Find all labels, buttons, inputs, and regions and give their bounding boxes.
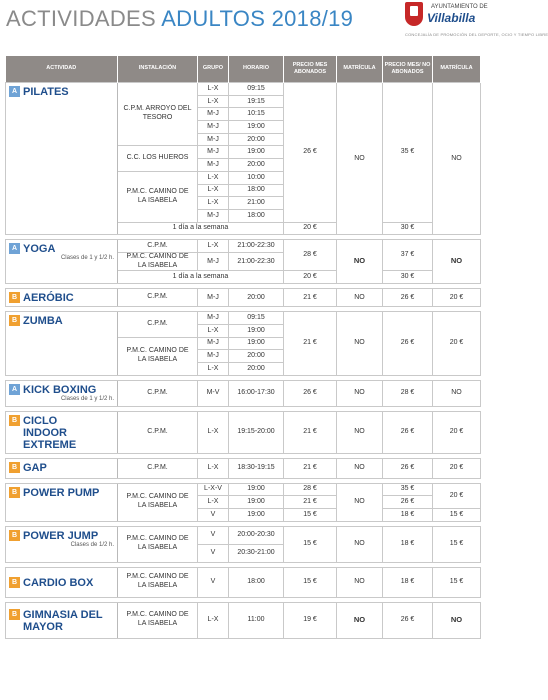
group-cell: L-X — [198, 171, 229, 184]
activity-cell — [6, 458, 118, 478]
level-badge: A — [9, 86, 20, 97]
activity-name: KICK BOXING — [23, 383, 97, 396]
group-cell: L-X-V — [198, 483, 229, 496]
col-precio-abonados: PRECIO MES ABONADOS — [284, 56, 337, 83]
enrollment-2-cell: 20 € — [433, 483, 481, 508]
activity-cell — [6, 83, 118, 235]
price-nonmembers-cell: 37 € — [383, 240, 433, 271]
level-badge: B — [9, 577, 20, 588]
price-nonmembers-cell: 18 € — [383, 508, 433, 521]
activity-note: Clases de 1 y 1/2 h. — [60, 395, 114, 402]
price-members-cell: 15 € — [284, 508, 337, 521]
weekly-option-cell: 1 día a la semana — [118, 271, 284, 284]
price-nonmembers-cell: 30 € — [383, 271, 433, 284]
price-nonmembers-cell: 30 € — [383, 222, 433, 235]
group-cell: M-J — [198, 337, 229, 350]
activity-cell — [6, 289, 118, 307]
schedule-cell: 20:00 — [229, 289, 284, 307]
activity-name: GIMNASIA DEL MAYOR — [23, 608, 103, 633]
schedule-cell: 19:00 — [229, 496, 284, 509]
enrollment-2-cell: 20 € — [433, 458, 481, 478]
group-cell: L-X — [198, 240, 229, 253]
table-row — [6, 83, 481, 96]
enrollment-cell: NO — [337, 83, 383, 235]
schedule-cell: 18:00 — [229, 184, 284, 197]
col-matricula: MATRÍCULA — [337, 56, 383, 83]
schedule-cell: 18:00 — [229, 209, 284, 222]
page-title — [6, 6, 353, 32]
level-badge: B — [9, 415, 20, 426]
installation-cell: P.M.C. CAMINO DE LA ISABELA — [118, 337, 198, 375]
weekly-option-cell: 1 día a la semana — [118, 222, 284, 235]
table-row — [6, 240, 481, 253]
enrollment-2-cell: NO — [433, 380, 481, 406]
schedule-cell: 21:00 — [229, 197, 284, 210]
level-badge: B — [9, 462, 20, 473]
schedule-cell: 10:00 — [229, 171, 284, 184]
table-row — [6, 526, 481, 544]
table-row — [6, 483, 481, 496]
enrollment-2-cell: NO — [433, 602, 481, 638]
enrollment-2-cell: 15 € — [433, 567, 481, 597]
title-main: ADULTOS 2018/19 — [161, 6, 354, 31]
enrollment-cell: NO — [337, 289, 383, 307]
enrollment-2-cell: 15 € — [433, 508, 481, 521]
activity-name: ZUMBA — [23, 315, 63, 328]
price-members-cell: 20 € — [284, 271, 337, 284]
price-members-cell: 21 € — [284, 411, 337, 453]
enrollment-2-cell: 20 € — [433, 289, 481, 307]
schedule-cell: 18:30-19:15 — [229, 458, 284, 478]
level-badge: A — [9, 384, 20, 395]
price-members-cell: 28 € — [284, 240, 337, 271]
group-cell: M-J — [198, 209, 229, 222]
col-grupo: GRUPO — [198, 56, 229, 83]
group-cell: M-J — [198, 159, 229, 172]
activity-name: POWER JUMP — [23, 529, 99, 542]
group-cell: M-J — [198, 133, 229, 146]
enrollment-2-cell: NO — [433, 240, 481, 284]
enrollment-2-cell: 20 € — [433, 411, 481, 453]
schedule-cell: 18:00 — [229, 567, 284, 597]
group-cell: L-X — [198, 496, 229, 509]
enrollment-cell: NO — [337, 411, 383, 453]
activities-table — [5, 56, 481, 639]
schedule-cell: 21:00-22:30 — [229, 252, 284, 271]
level-badge: A — [9, 243, 20, 254]
enrollment-2-cell: 15 € — [433, 526, 481, 562]
group-cell: M-J — [198, 312, 229, 325]
group-cell: L-X — [198, 458, 229, 478]
table-header-row — [6, 56, 481, 83]
schedule-cell: 20:00 — [229, 350, 284, 363]
enrollment-cell: NO — [337, 380, 383, 406]
activity-name: GAP — [23, 461, 47, 474]
col-horario: HORARIO — [229, 56, 284, 83]
level-badge: B — [9, 530, 20, 541]
logo-line2: Villabilla — [427, 11, 476, 25]
table-row — [6, 380, 481, 406]
col-instalacion: INSTALACIÓN — [118, 56, 198, 83]
price-nonmembers-cell: 26 € — [383, 602, 433, 638]
level-badge: B — [9, 609, 20, 620]
price-nonmembers-cell: 28 € — [383, 380, 433, 406]
activity-name: POWER PUMP — [23, 486, 100, 499]
installation-cell: P.M.C. CAMINO DE LA ISABELA — [118, 171, 198, 222]
group-cell: V — [198, 508, 229, 521]
group-cell: V — [198, 526, 229, 544]
enrollment-cell: NO — [337, 483, 383, 521]
price-members-cell: 15 € — [284, 567, 337, 597]
group-cell: L-X — [198, 184, 229, 197]
group-cell: V — [198, 567, 229, 597]
schedule-cell: 11:00 — [229, 602, 284, 638]
group-cell: L-X — [198, 411, 229, 453]
price-nonmembers-cell: 18 € — [383, 567, 433, 597]
price-members-cell: 20 € — [284, 222, 337, 235]
level-badge: B — [9, 315, 20, 326]
activity-name: AERÓBIC — [23, 292, 74, 305]
installation-cell: P.M.C. CAMINO DE LA ISABELA — [118, 567, 198, 597]
installation-cell: C.P.M. — [118, 411, 198, 453]
price-nonmembers-cell: 18 € — [383, 526, 433, 562]
price-members-cell: 21 € — [284, 458, 337, 478]
col-matricula-2: MATRÍCULA — [433, 56, 481, 83]
group-cell: L-X — [198, 197, 229, 210]
group-cell: M-V — [198, 380, 229, 406]
group-cell: M-J — [198, 146, 229, 159]
price-nonmembers-cell: 26 € — [383, 411, 433, 453]
activity-name: PILATES — [23, 86, 69, 98]
schedule-cell: 16:00-17:30 — [229, 380, 284, 406]
enrollment-cell: NO — [337, 312, 383, 375]
price-nonmembers-cell: 35 € — [383, 483, 433, 496]
activity-cell — [6, 526, 118, 562]
table-row — [6, 411, 481, 453]
price-members-cell: 26 € — [284, 83, 337, 223]
coat-of-arms-icon — [405, 2, 423, 26]
level-badge: B — [9, 487, 20, 498]
col-precio-no-abonados: PRECIO MES/ NO ABONADOS — [383, 56, 433, 83]
group-cell: M-J — [198, 252, 229, 271]
schedule-cell: 20:00 — [229, 362, 284, 375]
schedule-cell: 09:15 — [229, 83, 284, 96]
group-cell: M-J — [198, 289, 229, 307]
installation-cell: C.P.M. — [118, 380, 198, 406]
schedule-cell: 20:30-21:00 — [229, 544, 284, 562]
installation-cell: C.C. LOS HUEROS — [118, 146, 198, 171]
table-row — [6, 312, 481, 325]
group-cell: M-J — [198, 350, 229, 363]
activity-cell — [6, 602, 118, 638]
schedule-cell: 19:00 — [229, 146, 284, 159]
enrollment-cell: NO — [337, 240, 383, 284]
price-nonmembers-cell: 26 € — [383, 496, 433, 509]
activity-cell — [6, 411, 118, 453]
col-actividad: ACTIVIDAD — [6, 56, 118, 83]
installation-cell: C.P.M. — [118, 289, 198, 307]
group-cell: V — [198, 544, 229, 562]
schedule-cell: 10:15 — [229, 108, 284, 121]
activity-cell — [6, 240, 118, 284]
table-row — [6, 567, 481, 597]
activity-note: Clases de 1 y 1/2 h. — [60, 255, 114, 262]
price-members-cell: 21 € — [284, 496, 337, 509]
installation-cell: P.M.C. CAMINO DE LA ISABELA — [118, 252, 198, 271]
price-members-cell: 21 € — [284, 289, 337, 307]
logo-line3: CONCEJALÍA DE PROMOCIÓN DEL DEPORTE, OCIO Y TIEMPO LIBRE — [405, 32, 548, 37]
price-members-cell: 19 € — [284, 602, 337, 638]
activity-name: CICLO INDOOR EXTREME — [23, 414, 77, 451]
schedule-cell: 20:00-20:30 — [229, 526, 284, 544]
schedule-cell: 09:15 — [229, 312, 284, 325]
title-prefix: ACTIVIDADES — [6, 6, 156, 31]
schedule-cell: 19:00 — [229, 508, 284, 521]
level-badge: B — [9, 292, 20, 303]
activity-name: YOGA — [23, 243, 56, 256]
installation-cell: C.P.M. — [118, 312, 198, 337]
price-nonmembers-cell: 26 € — [383, 458, 433, 478]
activity-cell — [6, 380, 118, 406]
group-cell: L-X — [198, 95, 229, 108]
enrollment-2-cell: 20 € — [433, 312, 481, 375]
schedule-cell: 20:00 — [229, 159, 284, 172]
enrollment-cell: NO — [337, 526, 383, 562]
enrollment-2-cell: NO — [433, 83, 481, 235]
enrollment-cell: NO — [337, 602, 383, 638]
schedule-cell: 19:00 — [229, 337, 284, 350]
activity-cell — [6, 483, 118, 521]
price-members-cell: 21 € — [284, 312, 337, 375]
installation-cell: P.M.C. CAMINO DE LA ISABELA — [118, 526, 198, 562]
activity-name: CARDIO BOX — [23, 576, 94, 589]
activity-cell — [6, 567, 118, 597]
group-cell: L-X — [198, 362, 229, 375]
installation-cell: C.P.M. — [118, 458, 198, 478]
table-row — [6, 602, 481, 638]
installation-cell: P.M.C. CAMINO DE LA ISABELA — [118, 602, 198, 638]
schedule-cell: 19:15 — [229, 95, 284, 108]
table-row — [6, 458, 481, 478]
schedule-cell: 19:00 — [229, 324, 284, 337]
installation-cell: P.M.C. CAMINO DE LA ISABELA — [118, 483, 198, 521]
schedule-cell: 19:00 — [229, 483, 284, 496]
activity-note: Clases de 1/2 h. — [70, 541, 114, 548]
installation-cell: C.P.M. — [118, 240, 198, 253]
group-cell: L-X — [198, 324, 229, 337]
activity-cell — [6, 312, 118, 375]
price-members-cell: 15 € — [284, 526, 337, 562]
table-row — [6, 289, 481, 307]
schedule-cell: 19:15-20:00 — [229, 411, 284, 453]
group-cell: L-X — [198, 602, 229, 638]
price-nonmembers-cell: 26 € — [383, 289, 433, 307]
group-cell: M-J — [198, 108, 229, 121]
logo-line1: AYUNTAMIENTO DE — [431, 4, 488, 10]
group-cell: L-X — [198, 83, 229, 96]
installation-cell: C.P.M. ARROYO DEL TESORO — [118, 83, 198, 146]
price-nonmembers-cell: 26 € — [383, 312, 433, 375]
price-members-cell: 28 € — [284, 483, 337, 496]
price-nonmembers-cell: 35 € — [383, 83, 433, 223]
municipality-logo — [405, 2, 548, 42]
enrollment-cell: NO — [337, 567, 383, 597]
group-cell: M-J — [198, 121, 229, 134]
enrollment-cell: NO — [337, 458, 383, 478]
schedule-cell: 20:00 — [229, 133, 284, 146]
schedule-cell: 21:00-22:30 — [229, 240, 284, 253]
schedule-cell: 19:00 — [229, 121, 284, 134]
price-members-cell: 26 € — [284, 380, 337, 406]
